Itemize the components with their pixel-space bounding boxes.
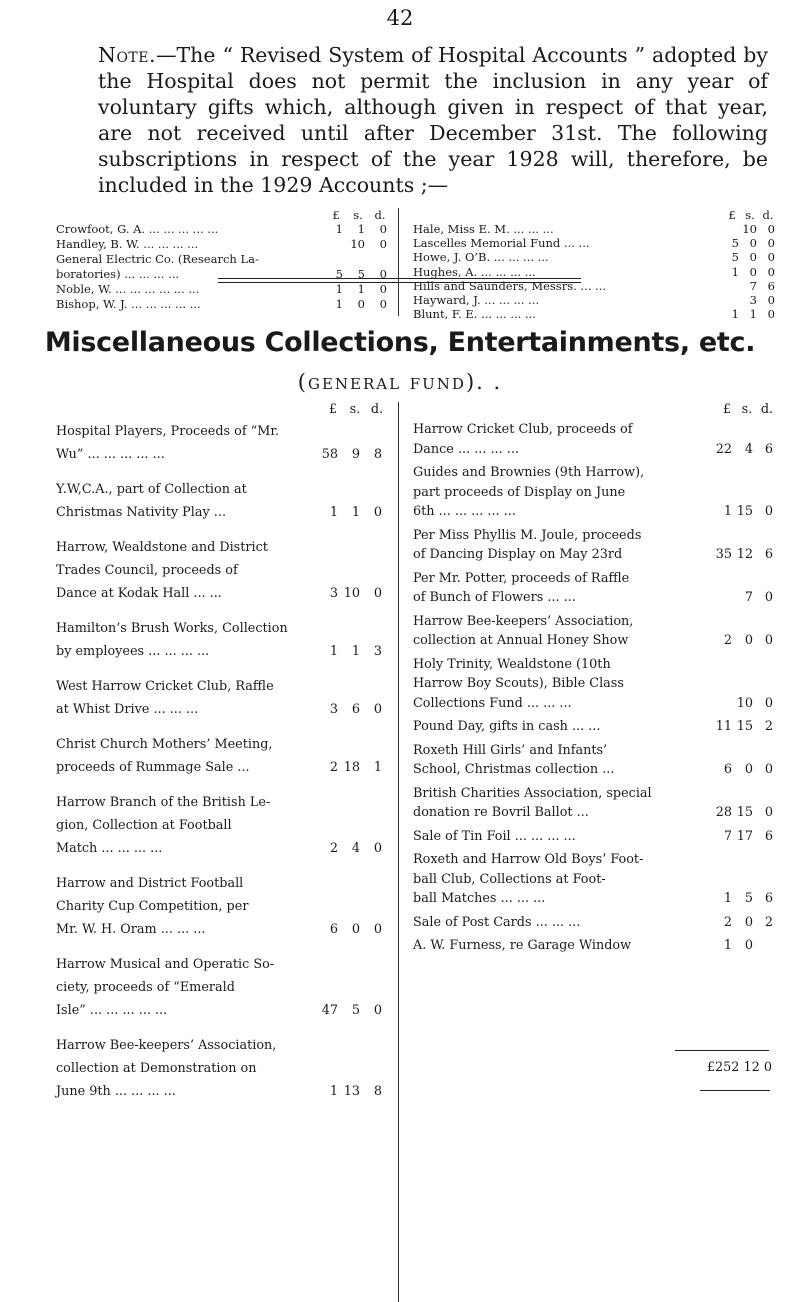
pounds-value: 6 bbox=[723, 762, 732, 777]
pounds-value: 2 bbox=[329, 841, 338, 856]
shillings-value: 5 bbox=[744, 891, 753, 906]
entry-text-line: Harrow Branch of the British Le- bbox=[56, 795, 271, 810]
shillings-value: 0 bbox=[749, 250, 757, 265]
subscription-row bbox=[56, 267, 391, 282]
entry-text-line: of Dancing Display on May 23rd bbox=[413, 547, 623, 562]
shillings-value: 4 bbox=[744, 441, 753, 457]
pence-header: d. bbox=[374, 208, 386, 222]
pence-value: 0 bbox=[767, 307, 775, 322]
entry-text-line: proceeds of Rummage Sale ... bbox=[56, 760, 250, 775]
column-divider bbox=[398, 208, 399, 316]
subscriber-name: Howe, J. O’B. ... ... ... ... bbox=[413, 250, 549, 265]
collection-entry bbox=[56, 536, 396, 605]
collection-entry bbox=[56, 872, 396, 941]
subscriber-name: Hayward, J. ... ... ... ... bbox=[413, 292, 540, 307]
pence-value: 0 bbox=[379, 267, 387, 281]
entry-text-line: Christmas Nativity Play ... bbox=[56, 505, 227, 520]
entry-text-line: Holy Trinity, Wealdstone (10th bbox=[413, 656, 611, 672]
pounds-value: 1 bbox=[723, 504, 732, 519]
shillings-header: s. bbox=[353, 208, 363, 222]
pounds-value: 1 bbox=[329, 1084, 338, 1099]
collection-entry bbox=[413, 612, 776, 651]
collection-entry bbox=[56, 791, 396, 860]
pence-value: 0 bbox=[373, 922, 382, 937]
pence-value: 8 bbox=[373, 447, 382, 462]
collections-left-table bbox=[56, 402, 396, 1115]
currency-header bbox=[56, 208, 391, 222]
collection-entry bbox=[56, 478, 396, 524]
currency-header bbox=[413, 402, 776, 420]
shillings-value: 0 bbox=[744, 938, 753, 953]
entry-text-line: Collections Fund ... ... ... bbox=[413, 695, 572, 711]
subscription-row bbox=[413, 293, 773, 307]
entry-text-line: ball Matches ... ... ... bbox=[413, 891, 546, 906]
subscriber-name: Blunt, F. E. ... ... ... ... bbox=[413, 307, 536, 322]
pounds-header: £ bbox=[728, 208, 736, 222]
subscriber-name: boratories) ... ... ... ... bbox=[56, 267, 180, 281]
subscription-row bbox=[413, 279, 773, 293]
pounds-value: 35 bbox=[715, 547, 732, 562]
pence-value: 2 bbox=[764, 914, 773, 930]
pence-header: d. bbox=[370, 402, 384, 417]
subscriptions-left-table bbox=[56, 208, 391, 312]
pounds-value: 1 bbox=[329, 644, 338, 659]
pence-value: 0 bbox=[767, 222, 775, 236]
collection-entry bbox=[56, 1034, 396, 1103]
collection-entry bbox=[56, 420, 396, 466]
shillings-value: 17 bbox=[736, 828, 753, 844]
collection-entry bbox=[413, 717, 776, 737]
entry-text-line: Match ... ... ... ... bbox=[56, 841, 163, 856]
pounds-value: 1 bbox=[329, 505, 338, 520]
pounds-value: 3 bbox=[329, 702, 338, 717]
pounds-value: 11 bbox=[715, 719, 732, 734]
shillings-value: 15 bbox=[736, 504, 753, 519]
pence-value: 0 bbox=[764, 695, 773, 711]
pence-value: 0 bbox=[373, 586, 382, 601]
pence-value: 0 bbox=[379, 297, 387, 311]
collection-entry bbox=[56, 953, 396, 1022]
pence-value: 6 bbox=[764, 547, 773, 562]
shillings-value: 0 bbox=[749, 236, 757, 251]
pounds-value: 1 bbox=[335, 297, 343, 311]
shillings-value: 10 bbox=[343, 586, 360, 601]
pence-value: 6 bbox=[764, 828, 773, 844]
subscriptions-right-table bbox=[413, 208, 773, 321]
shillings-header: s. bbox=[745, 208, 755, 222]
note-text: —The “ Revised System of Hospital Accounts ” adopted by the Hospital does not permit the inclusion in any year of voluntary gifts which, although given in respect of that year, are not received until after December 31st. The following subscriptions in respect of the year 1928 will, therefore, be included in the 1929 Accounts ;— bbox=[98, 43, 768, 197]
pence-value: 0 bbox=[373, 505, 382, 520]
pounds-value: 2 bbox=[329, 760, 338, 775]
entry-text-line: Sale of Post Cards ... ... ... bbox=[413, 914, 581, 930]
shillings-value: 0 bbox=[351, 922, 360, 937]
entry-text-line: donation re Bovril Ballot ... bbox=[413, 805, 589, 820]
entry-text-line: collection at Annual Honey Show bbox=[413, 633, 629, 648]
shillings-value: 13 bbox=[343, 1084, 360, 1099]
pence-header: d. bbox=[762, 208, 774, 222]
pounds-value: 1 bbox=[335, 282, 343, 296]
shillings-value: 6 bbox=[351, 702, 360, 717]
collection-entry bbox=[413, 850, 776, 909]
entry-text-line: Harrow Cricket Club, proceeds of bbox=[413, 422, 633, 437]
pence-value: 0 bbox=[764, 805, 773, 820]
shillings-value: 15 bbox=[736, 805, 753, 820]
subscription-row bbox=[413, 307, 773, 321]
collection-entry bbox=[413, 420, 776, 459]
pence-value: 6 bbox=[764, 441, 773, 457]
pounds-value: 2 bbox=[723, 914, 732, 930]
pounds-value: 1 bbox=[731, 264, 739, 279]
shillings-value: 9 bbox=[351, 447, 360, 462]
section-subtitle: (general fund). . bbox=[297, 370, 503, 394]
entry-text-line: Dance at Kodak Hall ... ... bbox=[56, 586, 222, 601]
shillings-header: s. bbox=[741, 402, 753, 417]
subscriber-name: Bishop, W. J. ... ... ... ... ... bbox=[56, 297, 201, 311]
pence-header: d. bbox=[760, 402, 774, 417]
currency-header bbox=[413, 208, 773, 222]
shillings-value: 0 bbox=[749, 264, 757, 279]
entry-text-line: Sale of Tin Foil ... ... ... ... bbox=[413, 828, 576, 844]
pence-value: 0 bbox=[767, 292, 775, 307]
shillings-value: 5 bbox=[351, 1003, 360, 1018]
subscriber-name: Crowfoot, G. A. ... ... ... ... ... bbox=[56, 222, 219, 236]
entry-text-line: Wu” ... ... ... ... ... bbox=[56, 447, 165, 462]
collection-entry bbox=[413, 741, 776, 780]
collection-entry bbox=[413, 913, 776, 933]
pounds-value: 2 bbox=[723, 633, 732, 648]
pounds-value: 1 bbox=[723, 938, 732, 953]
collection-entry bbox=[56, 617, 396, 663]
subscriber-name: Noble, W. ... ... ... ... ... ... bbox=[56, 282, 200, 296]
entry-text-line: Harrow, Wealdstone and District bbox=[56, 540, 268, 555]
shillings-value: 0 bbox=[744, 762, 753, 777]
pounds-value: 1 bbox=[723, 891, 732, 906]
pounds-value: 58 bbox=[321, 447, 338, 462]
shillings-value: 10 bbox=[742, 222, 757, 236]
separator-rule bbox=[218, 282, 581, 283]
shillings-header: s. bbox=[349, 402, 361, 417]
pence-value: 0 bbox=[767, 236, 775, 251]
collection-entry bbox=[413, 526, 776, 565]
entry-text-line: Isle” ... ... ... ... ... bbox=[56, 1003, 168, 1018]
shillings-value: 1 bbox=[357, 282, 365, 296]
shillings-value: 0 bbox=[357, 297, 365, 311]
entry-text-line: Christ Church Mothers’ Meeting, bbox=[56, 737, 273, 752]
pence-value: 0 bbox=[379, 222, 387, 236]
shillings-value: 1 bbox=[351, 644, 360, 659]
collection-entry bbox=[413, 936, 776, 956]
subscription-row bbox=[56, 252, 391, 267]
pence-value: 0 bbox=[767, 250, 775, 265]
pounds-header: £ bbox=[328, 402, 338, 417]
subscriber-name: General Electric Co. (Research La- bbox=[56, 252, 259, 266]
entry-text-line: gion, Collection at Football bbox=[56, 818, 232, 833]
entry-text-line: Roxeth and Harrow Old Boys’ Foot- bbox=[413, 852, 644, 867]
subscriber-name: Hale, Miss E. M. ... ... ... bbox=[413, 222, 554, 236]
entry-text-line: ball Club, Collections at Foot- bbox=[413, 871, 606, 887]
pounds-value: 5 bbox=[335, 267, 343, 281]
entry-text-line: Hamilton’s Brush Works, Collection bbox=[56, 621, 288, 636]
subscription-row bbox=[413, 265, 773, 279]
subscriber-name: Hills and Saunders, Messrs. ... ... bbox=[413, 278, 607, 293]
entry-text-line: Harrow Boy Scouts), Bible Class bbox=[413, 676, 624, 691]
pence-value: 0 bbox=[373, 841, 382, 856]
pounds-header: £ bbox=[332, 208, 340, 222]
shillings-value: 1 bbox=[749, 307, 757, 322]
pounds-value: 47 bbox=[321, 1003, 338, 1018]
section-title: Miscellaneous Collections, Entertainments, etc. bbox=[44, 327, 756, 358]
entry-text-line: Per Mr. Potter, proceeds of Raffle bbox=[413, 570, 630, 586]
page-number: 42 bbox=[386, 6, 414, 30]
entry-text-line: British Charities Association, special bbox=[413, 785, 652, 801]
entry-text-line: A. W. Furness, re Garage Window bbox=[413, 938, 632, 953]
entry-text-line: Guides and Brownies (9th Harrow), bbox=[413, 465, 645, 480]
pence-value: 0 bbox=[764, 633, 773, 648]
entry-text-line: School, Christmas collection ... bbox=[413, 762, 615, 777]
pounds-value: 1 bbox=[335, 222, 343, 236]
collection-entry bbox=[56, 733, 396, 779]
pounds-value: 22 bbox=[715, 441, 732, 457]
entry-text-line: Hospital Players, Proceeds of “Mr. bbox=[56, 424, 280, 439]
pounds-value: 1 bbox=[731, 307, 739, 322]
subscriber-name: Lascelles Memorial Fund ... ... bbox=[413, 236, 590, 251]
pounds-value: 7 bbox=[723, 828, 732, 844]
collection-entry bbox=[413, 569, 776, 608]
shillings-value: 1 bbox=[351, 505, 360, 520]
total-underline bbox=[700, 1090, 770, 1091]
collection-entry bbox=[56, 675, 396, 721]
pence-value: 0 bbox=[373, 702, 382, 717]
total-amount: £252 12 0 bbox=[706, 1060, 772, 1075]
entry-text-line: June 9th ... ... ... ... bbox=[56, 1084, 176, 1099]
pence-value: 0 bbox=[764, 762, 773, 777]
pounds-value: 5 bbox=[731, 250, 739, 265]
entry-text-line: Mr. W. H. Oram ... ... ... bbox=[56, 922, 206, 937]
entry-text-line: Dance ... ... ... ... bbox=[413, 441, 519, 457]
entry-text-line: Per Miss Phyllis M. Joule, proceeds bbox=[413, 527, 642, 543]
pounds-value: 6 bbox=[329, 922, 338, 937]
pounds-header: £ bbox=[722, 402, 732, 417]
pence-value: 0 bbox=[373, 1003, 382, 1018]
shillings-value: 10 bbox=[736, 695, 753, 711]
subscription-row bbox=[56, 282, 391, 297]
entry-text-line: Charity Cup Competition, per bbox=[56, 899, 249, 914]
pence-value: 3 bbox=[373, 644, 382, 659]
entry-text-line: Harrow Bee-keepers’ Association, bbox=[413, 613, 634, 629]
pounds-value: 3 bbox=[329, 586, 338, 601]
subscription-row bbox=[56, 222, 391, 237]
subscriber-name: Handley, B. W. ... ... ... ... bbox=[56, 237, 199, 251]
pence-value: 0 bbox=[379, 237, 387, 251]
note-paragraph bbox=[98, 42, 768, 198]
entry-text-line: Harrow Musical and Operatic So- bbox=[56, 957, 275, 972]
entry-text-line: part proceeds of Display on June bbox=[413, 484, 626, 500]
pence-value: 2 bbox=[764, 719, 773, 734]
subscriber-name: Hughes, A. ... ... ... ... bbox=[413, 264, 536, 279]
pence-value: 0 bbox=[767, 264, 775, 279]
shillings-value: 1 bbox=[357, 222, 365, 236]
collections-right-table bbox=[413, 402, 776, 960]
entry-text-line: of Bunch of Flowers ... ... bbox=[413, 590, 576, 605]
pounds-value: 5 bbox=[731, 236, 739, 251]
note-lead: Note. bbox=[98, 43, 156, 67]
pence-value: 6 bbox=[767, 278, 775, 293]
shillings-value: 7 bbox=[744, 590, 753, 605]
collection-entry bbox=[413, 463, 776, 522]
collection-entry bbox=[413, 827, 776, 847]
shillings-value: 12 bbox=[736, 547, 753, 562]
pence-value: 0 bbox=[764, 504, 773, 519]
entry-text-line: by employees ... ... ... ... bbox=[56, 644, 210, 659]
total-rule bbox=[675, 1050, 769, 1051]
entry-text-line: Harrow Bee-keepers’ Association, bbox=[56, 1038, 277, 1053]
entry-text-line: Trades Council, proceeds of bbox=[56, 563, 238, 578]
entry-text-line: Y.W,C.A., part of Collection at bbox=[56, 482, 247, 497]
entry-text-line: 6th ... ... ... ... ... bbox=[413, 504, 516, 519]
pence-value: 8 bbox=[373, 1084, 382, 1099]
entry-text-line: Harrow and District Football bbox=[56, 876, 244, 891]
entry-text-line: West Harrow Cricket Club, Raffle bbox=[56, 679, 274, 694]
subscription-row bbox=[56, 237, 391, 252]
subscription-row bbox=[413, 250, 773, 264]
subscription-row bbox=[413, 222, 773, 236]
shillings-value: 15 bbox=[736, 719, 753, 734]
entry-text-line: Roxeth Hill Girls’ and Infants’ bbox=[413, 742, 608, 758]
shillings-value: 10 bbox=[350, 237, 365, 251]
subscription-row bbox=[56, 297, 391, 312]
shillings-value: 0 bbox=[744, 914, 753, 930]
shillings-value: 7 bbox=[749, 278, 757, 293]
shillings-value: 0 bbox=[744, 633, 753, 648]
shillings-value: 5 bbox=[357, 267, 365, 281]
shillings-value: 4 bbox=[351, 841, 360, 856]
entry-text-line: collection at Demonstration on bbox=[56, 1061, 257, 1076]
collection-entry bbox=[413, 784, 776, 823]
currency-header bbox=[56, 402, 396, 420]
column-divider bbox=[398, 402, 399, 1302]
entry-text-line: at Whist Drive ... ... ... bbox=[56, 702, 199, 717]
pence-value: 1 bbox=[373, 760, 382, 775]
pence-value: 0 bbox=[379, 282, 387, 296]
entry-text-line: ciety, proceeds of “Emerald bbox=[56, 980, 235, 995]
entry-text-line: Pound Day, gifts in cash ... ... bbox=[413, 719, 601, 734]
separator-rule bbox=[218, 278, 581, 279]
pounds-value: 28 bbox=[715, 805, 732, 820]
shillings-value: 18 bbox=[343, 760, 360, 775]
subscription-row bbox=[413, 236, 773, 250]
shillings-value: 3 bbox=[749, 292, 757, 307]
pence-value: 0 bbox=[764, 590, 773, 605]
collection-entry bbox=[413, 655, 776, 714]
pence-value: 6 bbox=[764, 891, 773, 906]
